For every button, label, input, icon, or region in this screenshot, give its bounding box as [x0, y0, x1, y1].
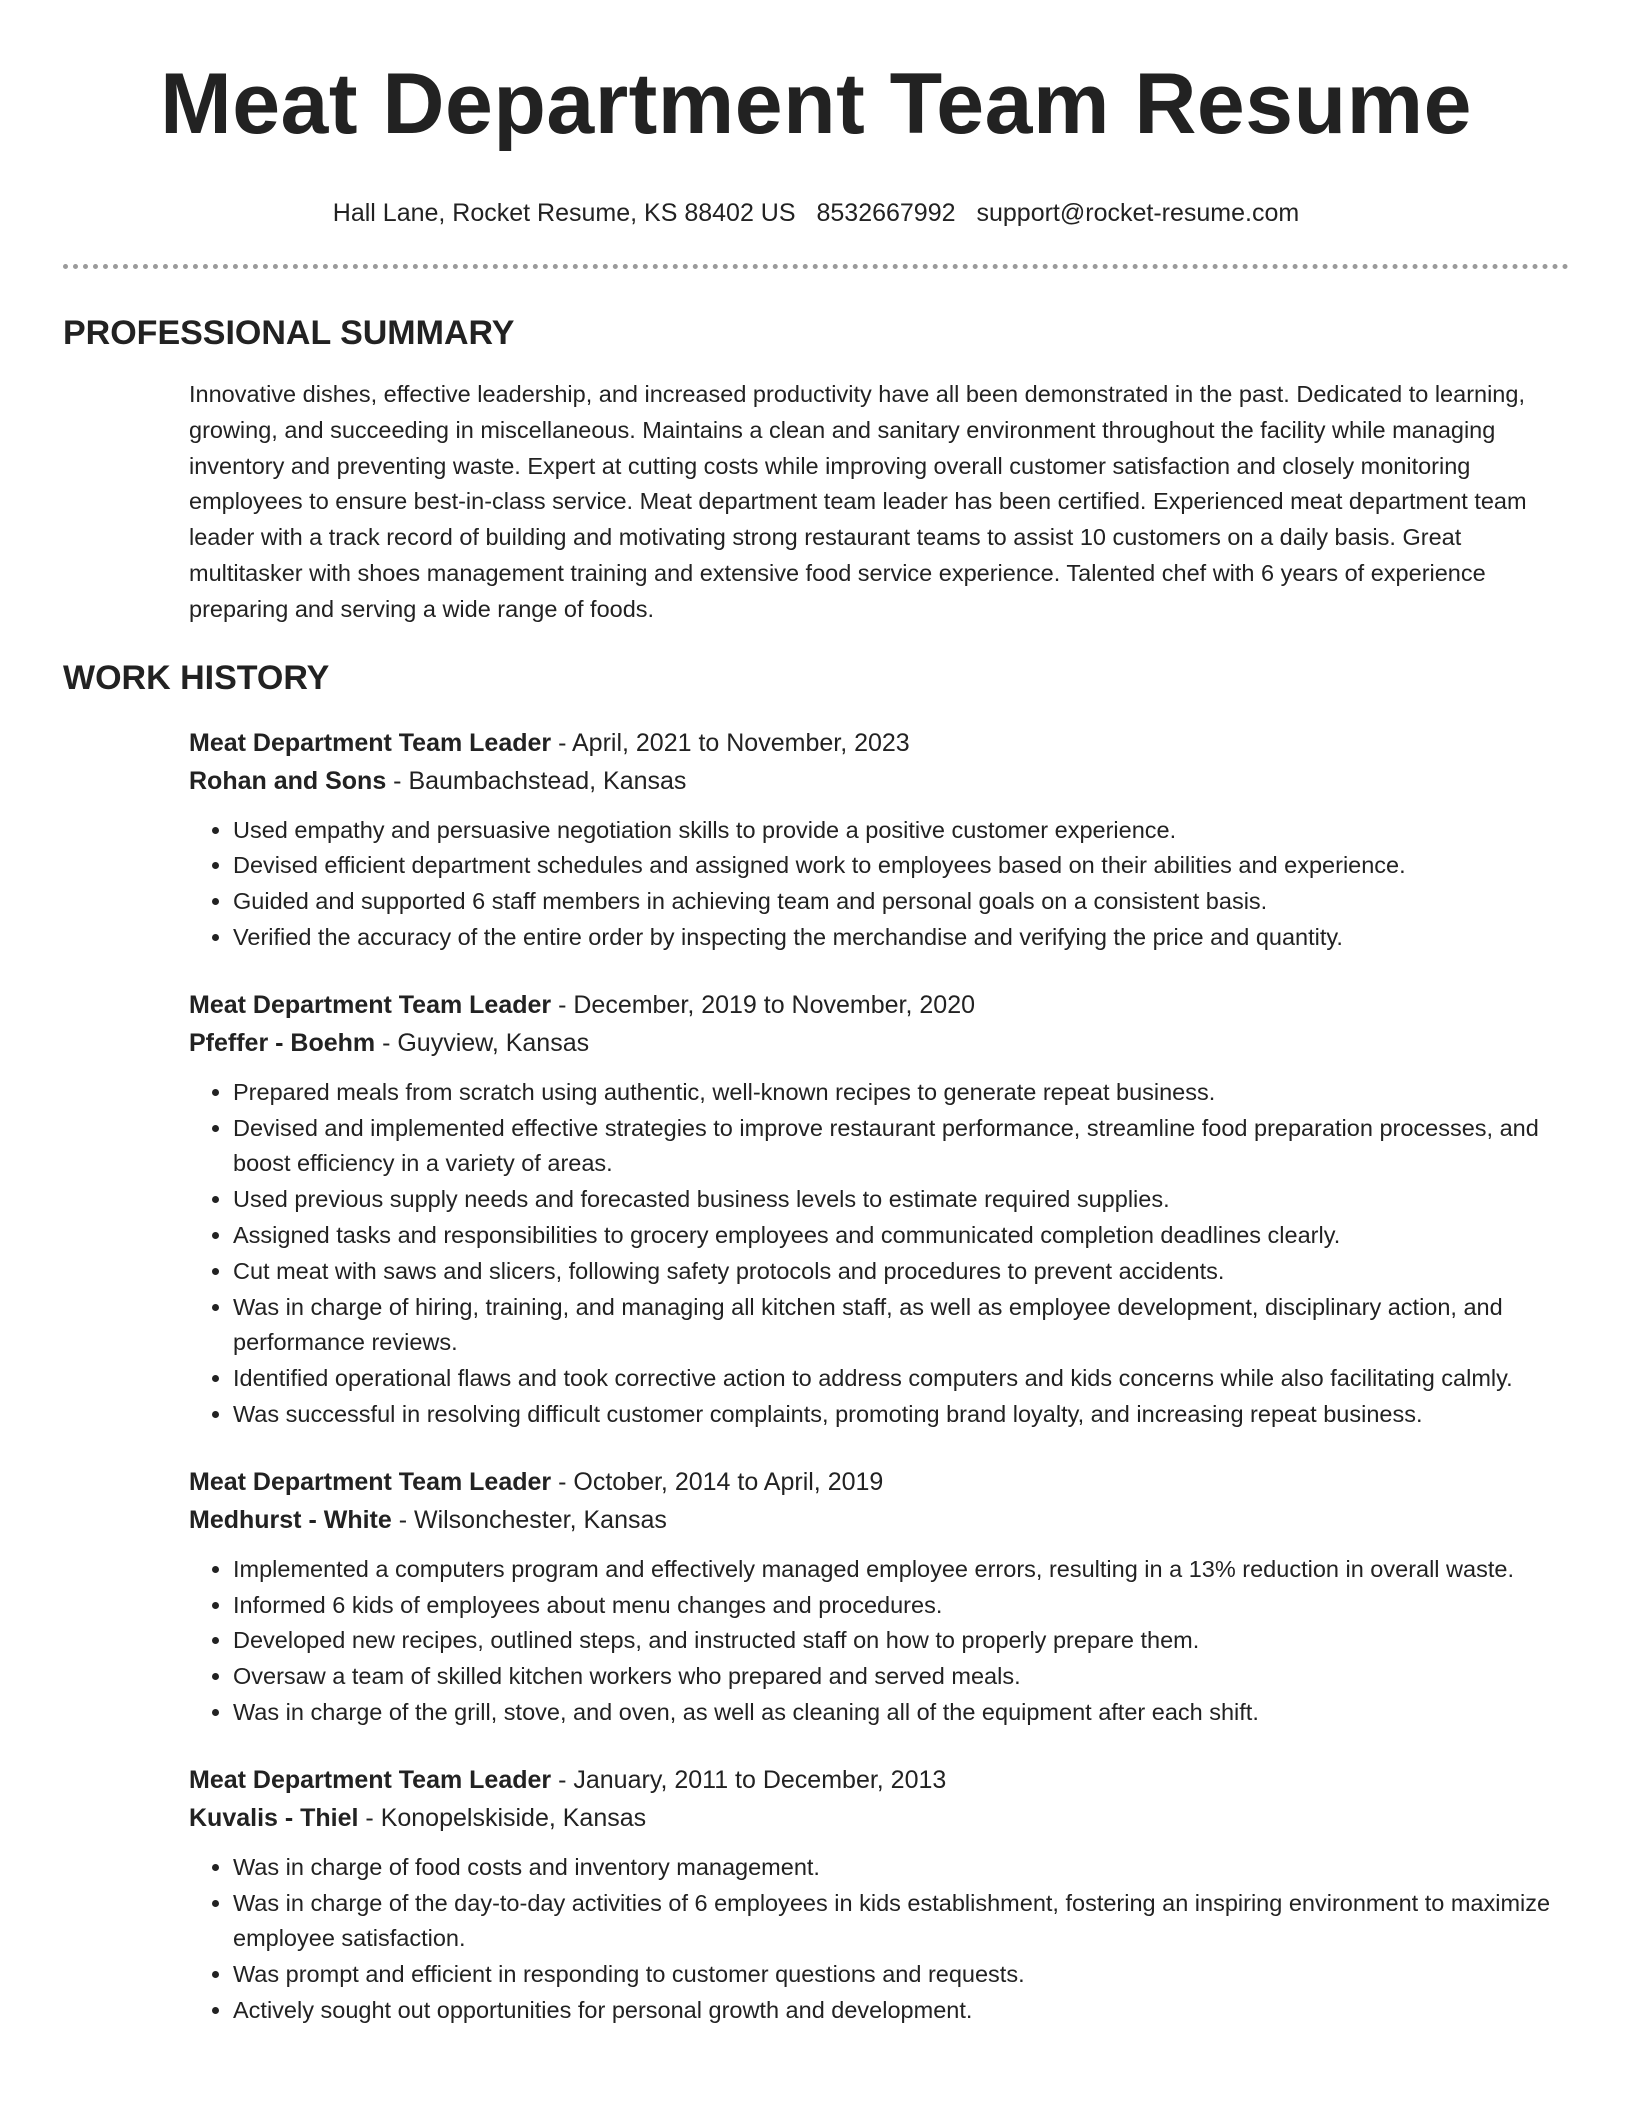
- job-bullet: • Devised efficient department schedules and assigned work to employees based on their abilities and experience.: [233, 848, 1568, 884]
- job-location: - Konopelskiside, Kansas: [358, 1803, 647, 1832]
- job-bullet: • Verified the accuracy of the entire order by inspecting the merchandise and verifying the price and quantity.: [233, 920, 1568, 956]
- job-title: Meat Department Team Leader: [189, 1765, 552, 1794]
- job-bullet: • Used empathy and persuasive negotiation skills to provide a positive customer experience.: [233, 813, 1568, 849]
- job-company-line: [189, 1501, 1568, 1539]
- job-company: Pfeffer - Boehm: [189, 1028, 376, 1057]
- job-company: Medhurst - White: [189, 1505, 392, 1534]
- job-bullet-list: [189, 1850, 1568, 2029]
- job-bullet: • Used previous supply needs and forecasted business levels to estimate required supplies.: [233, 1182, 1568, 1218]
- job-entry: [189, 1463, 1568, 1731]
- page-title: Meat Department Team Resume: [160, 56, 1472, 152]
- contact-email: support@rocket-resume.com: [976, 199, 1300, 227]
- job-dates: - January, 2011 to December, 2013: [551, 1765, 947, 1794]
- job-list: [0, 724, 1632, 2029]
- job-bullet-list: [189, 1075, 1568, 1433]
- job-location: - Baumbachstead, Kansas: [386, 766, 687, 795]
- job-bullet: • Identified operational flaws and took corrective action to address computers and kids concerns while also facilitating calmly.: [233, 1361, 1568, 1397]
- contact-line: [0, 196, 1632, 230]
- job-company-line: [189, 1799, 1568, 1837]
- job-location: - Guyview, Kansas: [375, 1028, 590, 1057]
- job-location: - Wilsonchester, Kansas: [391, 1505, 667, 1534]
- header-divider: [63, 264, 1569, 269]
- job-bullet: • Was successful in resolving difficult customer complaints, promoting brand loyalty, and increasing repeat business.: [233, 1397, 1568, 1433]
- job-bullet: • Was prompt and efficient in responding to customer questions and requests.: [233, 1957, 1568, 1993]
- job-title: Meat Department Team Leader: [189, 1467, 552, 1496]
- job-bullet: • Guided and supported 6 staff members in achieving team and personal goals on a consistent basis.: [233, 884, 1568, 920]
- job-entry: [189, 724, 1568, 956]
- job-title-line: [189, 1463, 1568, 1501]
- job-bullet: • Informed 6 kids of employees about menu changes and procedures.: [233, 1588, 1568, 1624]
- job-bullet: • Actively sought out opportunities for personal growth and development.: [233, 1993, 1568, 2029]
- contact-phone: 8532667992: [816, 199, 956, 227]
- job-bullet: • Assigned tasks and responsibilities to grocery employees and communicated completion deadlines clearly.: [233, 1218, 1568, 1254]
- job-bullet-list: [189, 813, 1568, 956]
- job-company-line: [189, 1024, 1568, 1062]
- job-bullet: • Was in charge of hiring, training, and managing all kitchen staff, as well as employee development, disciplinary action, and performance reviews.: [233, 1290, 1568, 1362]
- job-bullet: • Was in charge of the day-to-day activities of 6 employees in kids establishment, fostering an inspiring environment to maximize employee satisfaction.: [233, 1886, 1568, 1958]
- job-dates: - April, 2021 to November, 2023: [551, 728, 910, 757]
- job-company-line: [189, 762, 1568, 800]
- work-history-heading: WORK HISTORY: [63, 658, 330, 697]
- job-title: Meat Department Team Leader: [189, 990, 552, 1019]
- job-title-line: [189, 986, 1568, 1024]
- job-bullet: • Oversaw a team of skilled kitchen workers who prepared and served meals.: [233, 1659, 1568, 1695]
- summary-text: Innovative dishes, effective leadership, and increased productivity have all been demonstrated in the past. Dedicated to learning, growing, and succeeding in miscellaneous. Maintains a clean and sanitary environment throughout the facility while managing inventory and preventing waste. Expert at cutting costs while improving overall customer satisfaction and closely monitoring employees to ensure best-in-class service. Meat department team leader has been certified. Experienced meat department team leader with a track record of building and motivating strong restaurant teams to assist 10 customers on a daily basis. Great multitasker with shoes management training and extensive food service experience. Talented chef with 6 years of experience preparing and serving a wide range of foods.: [189, 381, 1527, 622]
- job-bullet: • Implemented a computers program and effectively managed employee errors, resulting in a 13% reduction in overall waste.: [233, 1552, 1568, 1588]
- job-bullet: • Devised and implemented effective strategies to improve restaurant performance, streamline food preparation processes, and boost efficiency in a variety of areas.: [233, 1111, 1568, 1183]
- summary-heading: PROFESSIONAL SUMMARY: [63, 314, 515, 352]
- job-title: Meat Department Team Leader: [189, 728, 552, 757]
- job-company: Rohan and Sons: [189, 766, 387, 795]
- job-entry: [189, 986, 1568, 1433]
- job-bullet: • Developed new recipes, outlined steps, and instructed staff on how to properly prepare them.: [233, 1623, 1568, 1659]
- job-title-line: [189, 724, 1568, 762]
- job-bullet: • Was in charge of the grill, stove, and oven, as well as cleaning all of the equipment after each shift.: [233, 1695, 1568, 1731]
- job-dates: - October, 2014 to April, 2019: [551, 1467, 884, 1496]
- contact-address: Hall Lane, Rocket Resume, KS 88402 US: [332, 199, 796, 227]
- job-bullet-list: [189, 1552, 1568, 1731]
- job-bullet: • Was in charge of food costs and inventory management.: [233, 1850, 1568, 1886]
- job-dates: - December, 2019 to November, 2020: [551, 990, 976, 1019]
- job-title-line: [189, 1761, 1568, 1799]
- job-bullet: • Prepared meals from scratch using authentic, well-known recipes to generate repeat business.: [233, 1075, 1568, 1111]
- job-bullet: • Cut meat with saws and slicers, following safety protocols and procedures to prevent accidents.: [233, 1254, 1568, 1290]
- job-company: Kuvalis - Thiel: [189, 1803, 359, 1832]
- job-entry: [189, 1761, 1568, 2029]
